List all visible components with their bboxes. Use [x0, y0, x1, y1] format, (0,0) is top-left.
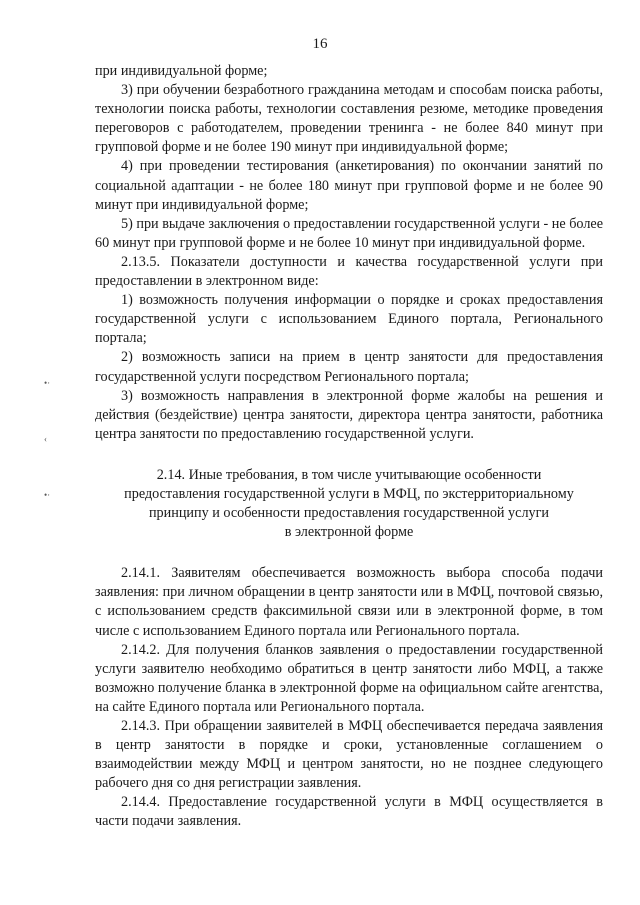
document-body [95, 62, 603, 832]
paragraph: 4) при проведении тестирования (анкетирования) по окончании занятий по социальной адаптации - не более 180 минут при групповой форме и не более 90 минут при индивидуальной форме; [95, 158, 603, 213]
margin-mark: •· [44, 490, 51, 500]
section-heading-line: в электронной форме [284, 524, 414, 541]
paragraph: 1) возможность получения информации о порядке и сроках предоставления государственной услуги с использованием Единого портала, Регионального портала; [95, 292, 603, 347]
paragraph: 5) при выдаче заключения о предоставлении государственной услуги - не более 60 минут при групповой форме и не более 10 минут при индивидуальной форме. [95, 215, 603, 251]
paragraph: 2.14.2. Для получения бланков заявления о предоставлении государственной услуги заявителю необходимо обратиться в центр занятости либо МФЦ, а также возможно получение бланка в электронной форме на официальном сайте агентства, на сайте Единого портала или Регионального портала. [95, 641, 603, 715]
margin-mark: •· [44, 378, 51, 388]
paragraph: при индивидуальной форме; [95, 63, 268, 79]
paragraph: 2) возможность записи на прием в центр занятости для предоставления государственной услуги посредством Регионального портала; [95, 349, 603, 385]
paragraph: 2.13.5. Показатели доступности и качества государственной услуги при предоставлении в электронном виде: [95, 253, 603, 290]
paragraph: 2.14.3. При обращении заявителей в МФЦ обеспечивается передача заявления в центр занятости в порядке и сроки, установленные соглашением о взаимодействии между МФЦ и центром занятости, но не позднее следующего рабочего дня со дня регистрации заявления. [95, 718, 603, 792]
section-heading-line: 2.14. Иные требования, в том числе учитывающие особенности [156, 466, 542, 483]
paragraph: 2.14.1. Заявителям обеспечивается возможность выбора способа подачи заявления: при личном обращении в центр занятости или в МФЦ, почтовой связью, с использованием средств факсимильной связи или в электронной форме, в том числе с использованием Единого портала или Регионального портала. [95, 565, 603, 639]
paragraph: 2.14.4. Предоставление государственной услуги в МФЦ осуществляется в части подачи заявления. [95, 794, 603, 830]
section-heading [105, 466, 593, 542]
page-number: 16 [312, 36, 328, 52]
section-heading-line: принципу и особенности предоставления государственной услуги [148, 505, 550, 522]
margin-mark: ‹ [44, 434, 47, 444]
paragraph: 3) возможность направления в электронной форме жалобы на решения и действия (бездействие) центра занятости, директора центра занятости, работника центра занятости по предоставлению государственной услуги. [95, 387, 603, 442]
paragraph: 3) при обучении безработного гражданина методам и способам поиска работы, технологии поиска работы, технологии составления резюме, методике проведения переговоров с работодателем, проведении тренинга - не более 840 минут при групповой форме и не более 190 минут при индивидуальной форме; [95, 82, 603, 156]
section-heading-line: предоставления государственной услуги в МФЦ, по экстерриториальному [124, 485, 574, 502]
